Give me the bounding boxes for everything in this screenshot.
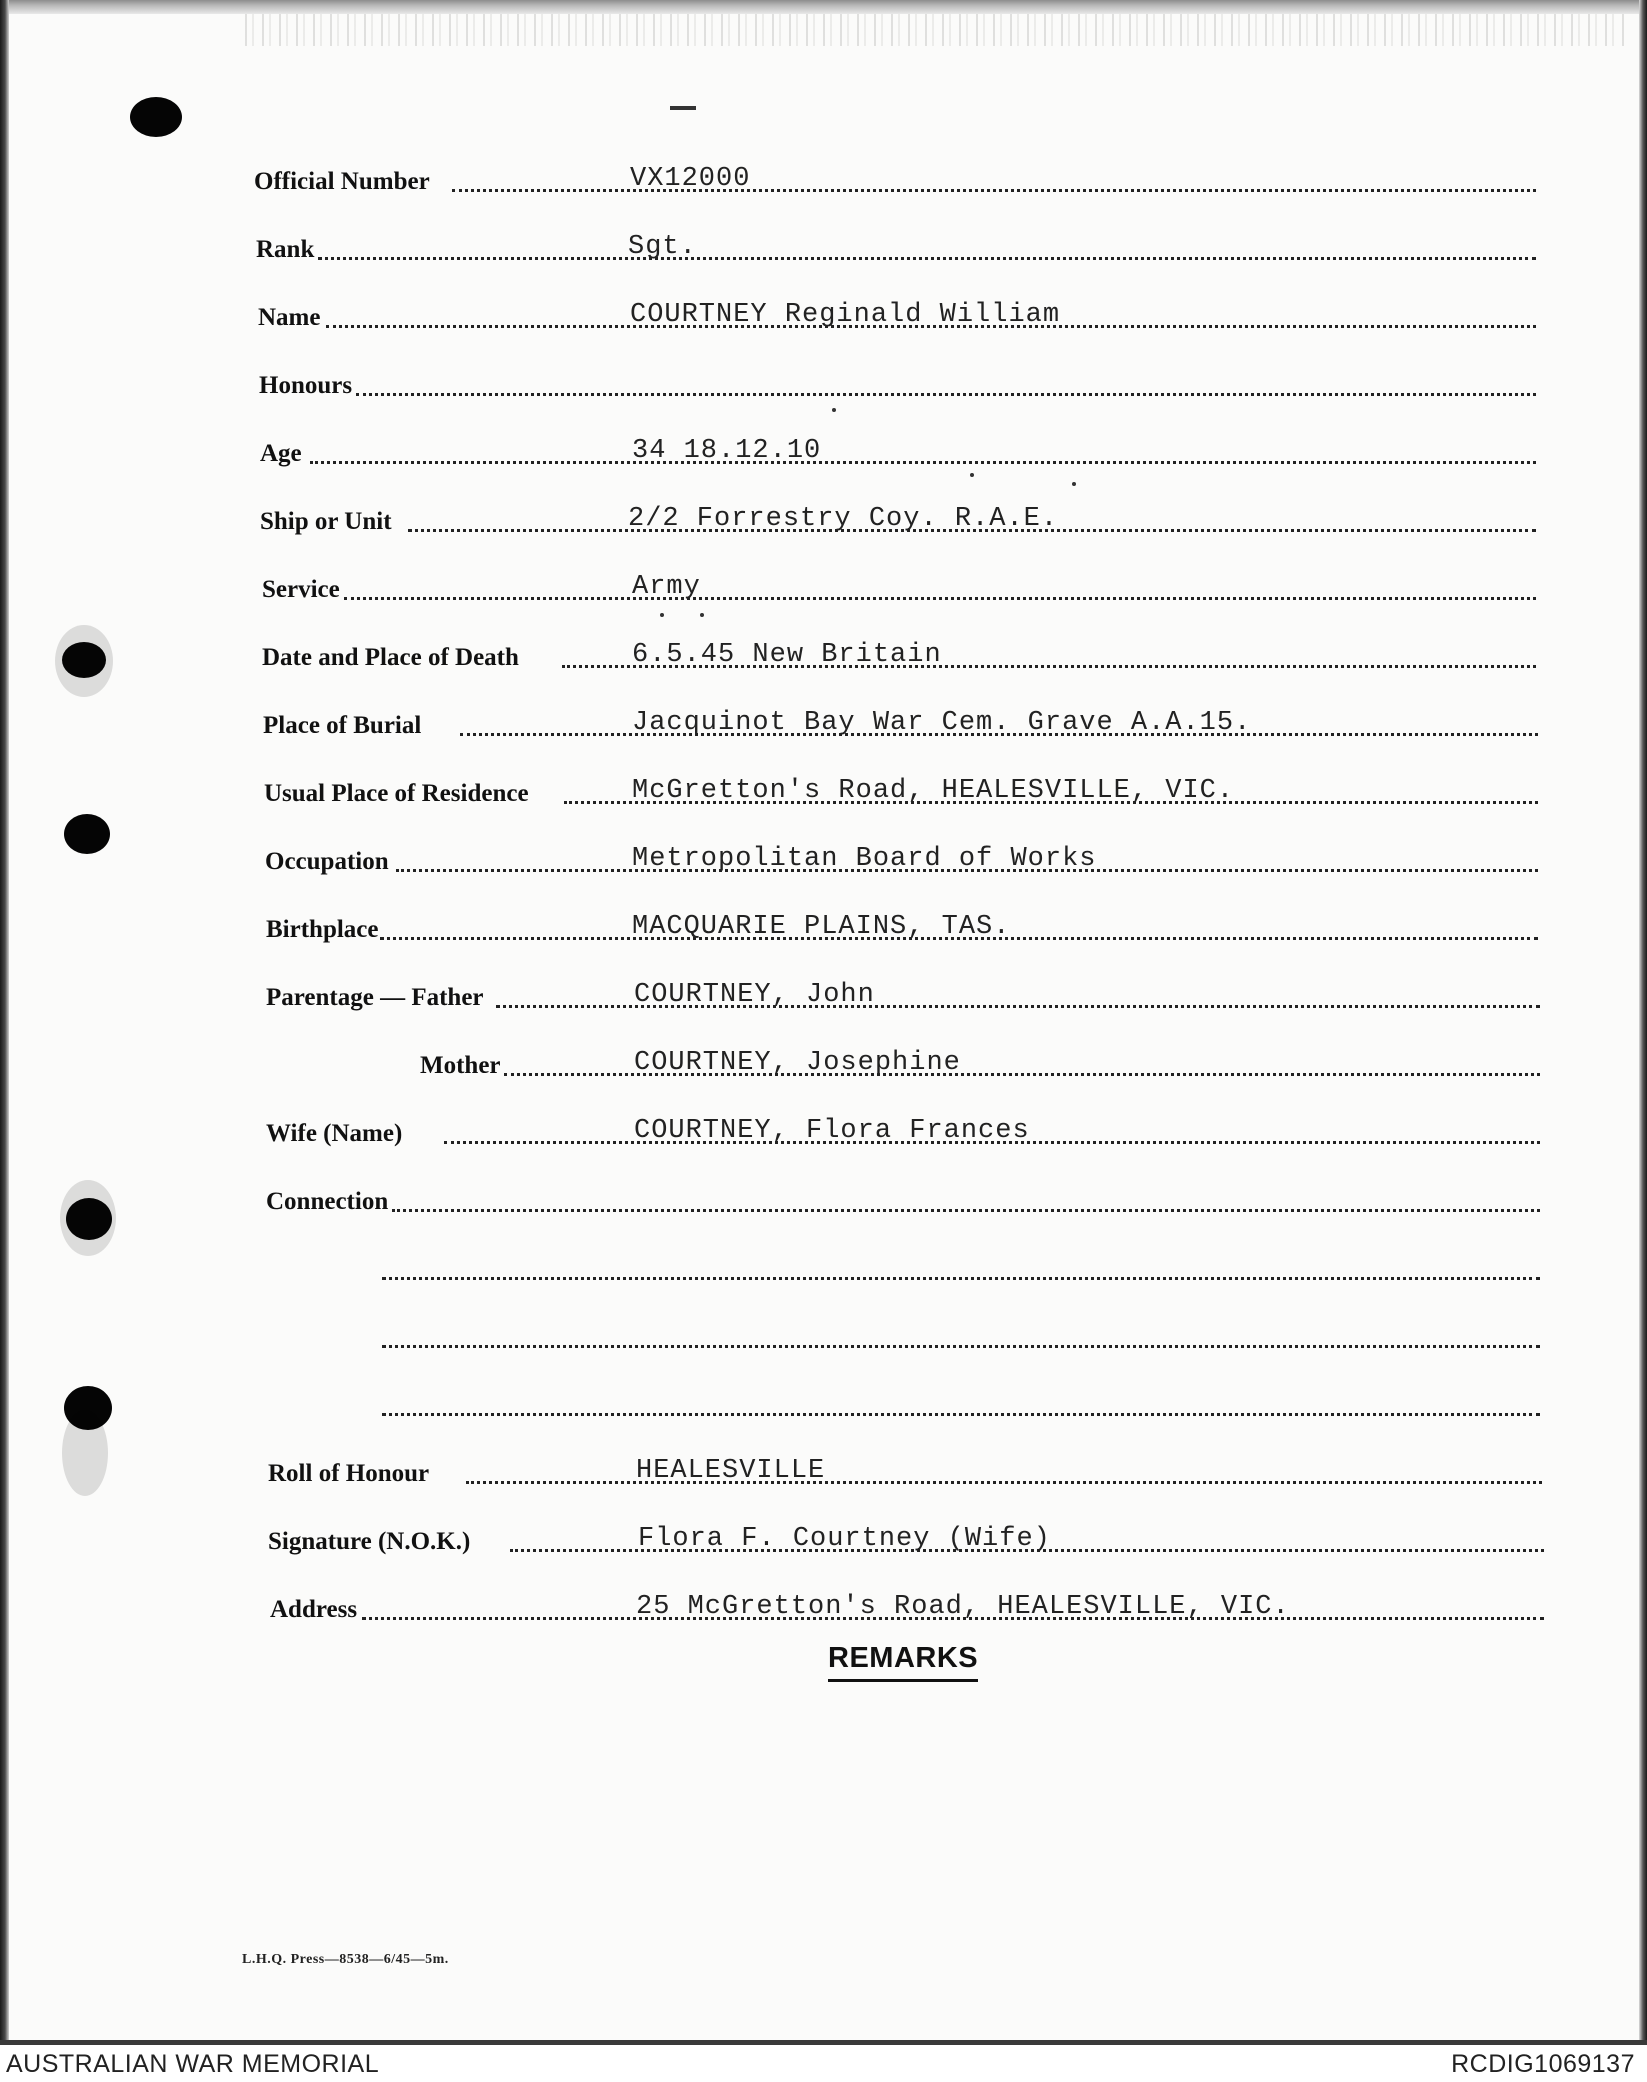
scan-top-noise [245, 14, 1625, 46]
remarks-heading: REMARKS [828, 1642, 978, 1682]
form-row-mother [0, 1042, 1647, 1086]
form-row-service [0, 566, 1647, 610]
dotted-line [310, 461, 1536, 464]
dotted-line [318, 257, 1536, 260]
dotted-line [344, 597, 1536, 600]
form-row-name [0, 294, 1647, 338]
label-connection: Connection [266, 1188, 389, 1215]
label-wife: Wife (Name) [266, 1120, 403, 1147]
value-date-place-death: 6.5.45 New Britain [632, 640, 942, 670]
value-wife: COURTNEY, Flora Frances [634, 1116, 1030, 1146]
dotted-line [382, 1345, 1540, 1348]
stray-mark [670, 106, 696, 110]
value-ship-or-unit: 2/2 Forrestry Coy. R.A.E. [628, 504, 1059, 534]
value-mother: COURTNEY, Josephine [634, 1048, 961, 1078]
form-row-father [0, 974, 1647, 1018]
label-usual-residence: Usual Place of Residence [264, 780, 529, 807]
form-row-honours [0, 362, 1647, 406]
speck [660, 613, 664, 617]
label-honours: Honours [259, 372, 353, 399]
speck [700, 613, 704, 617]
scan-top-band [0, 0, 1647, 14]
label-address: Address [270, 1596, 358, 1623]
form-row-connection-extra [0, 1246, 1647, 1290]
form-row-connection [0, 1178, 1647, 1222]
footer-archive-name: AUSTRALIAN WAR MEMORIAL [6, 2050, 380, 2078]
label-ship-or-unit: Ship or Unit [260, 508, 392, 535]
form-row-signature [0, 1518, 1647, 1562]
label-place-of-burial: Place of Burial [263, 712, 422, 739]
value-birthplace: MACQUARIE PLAINS, TAS. [632, 912, 1011, 942]
dotted-line [356, 393, 1536, 396]
speck [832, 408, 836, 412]
value-name: COURTNEY Reginald William [630, 300, 1061, 330]
value-usual-residence: McGretton's Road, HEALESVILLE, VIC. [632, 776, 1235, 806]
value-roll-of-honour: HEALESVILLE [636, 1456, 826, 1486]
label-signature: Signature (N.O.K.) [268, 1528, 471, 1555]
form-row-occupation [0, 838, 1647, 882]
value-service: Army [632, 572, 701, 602]
dotted-line [392, 1209, 1540, 1212]
value-place-of-burial: Jacquinot Bay War Cem. Grave A.A.15. [632, 708, 1252, 738]
value-father: COURTNEY, John [634, 980, 875, 1010]
form-row-ship-or-unit [0, 498, 1647, 542]
form-row-place-of-burial [0, 702, 1647, 746]
form-row-birthplace [0, 906, 1647, 950]
value-rank: Sgt. [628, 232, 697, 262]
form-row-age [0, 430, 1647, 474]
label-service: Service [262, 576, 340, 603]
dotted-line [452, 189, 1536, 192]
value-age: 34 18.12.10 [632, 436, 822, 466]
label-birthplace: Birthplace [266, 916, 379, 943]
dotted-line [382, 1277, 1540, 1280]
label-occupation: Occupation [265, 848, 389, 875]
form-row-rank [0, 226, 1647, 270]
form-row-wife [0, 1110, 1647, 1154]
speck [1072, 482, 1076, 486]
value-official-number: VX12000 [630, 164, 751, 194]
form-row-official-number [0, 158, 1647, 202]
footer-record-id: RCDIG1069137 [1451, 2050, 1635, 2078]
value-address: 25 McGretton's Road, HEALESVILLE, VIC. [636, 1592, 1290, 1622]
label-official-number: Official Number [254, 168, 430, 195]
form-row-connection-extra [0, 1382, 1647, 1426]
form-row-connection-extra [0, 1314, 1647, 1358]
form-row-usual-residence [0, 770, 1647, 814]
form-row-roll-of-honour [0, 1450, 1647, 1494]
form-row-date-place-death [0, 634, 1647, 678]
punch-hole-icon [130, 97, 182, 137]
dotted-line [382, 1413, 1540, 1416]
label-name: Name [258, 304, 321, 331]
value-occupation: Metropolitan Board of Works [632, 844, 1097, 874]
label-mother: Mother [420, 1052, 501, 1079]
label-date-place-death: Date and Place of Death [262, 644, 519, 671]
label-age: Age [260, 440, 302, 467]
label-rank: Rank [256, 236, 315, 263]
form-row-address [0, 1586, 1647, 1630]
label-father: Parentage — Father [266, 984, 484, 1011]
label-roll-of-honour: Roll of Honour [268, 1460, 430, 1487]
value-signature: Flora F. Courtney (Wife) [638, 1524, 1051, 1554]
dotted-line [466, 1481, 1542, 1484]
print-code: L.H.Q. Press—8538—6/45—5m. [242, 1952, 449, 1967]
